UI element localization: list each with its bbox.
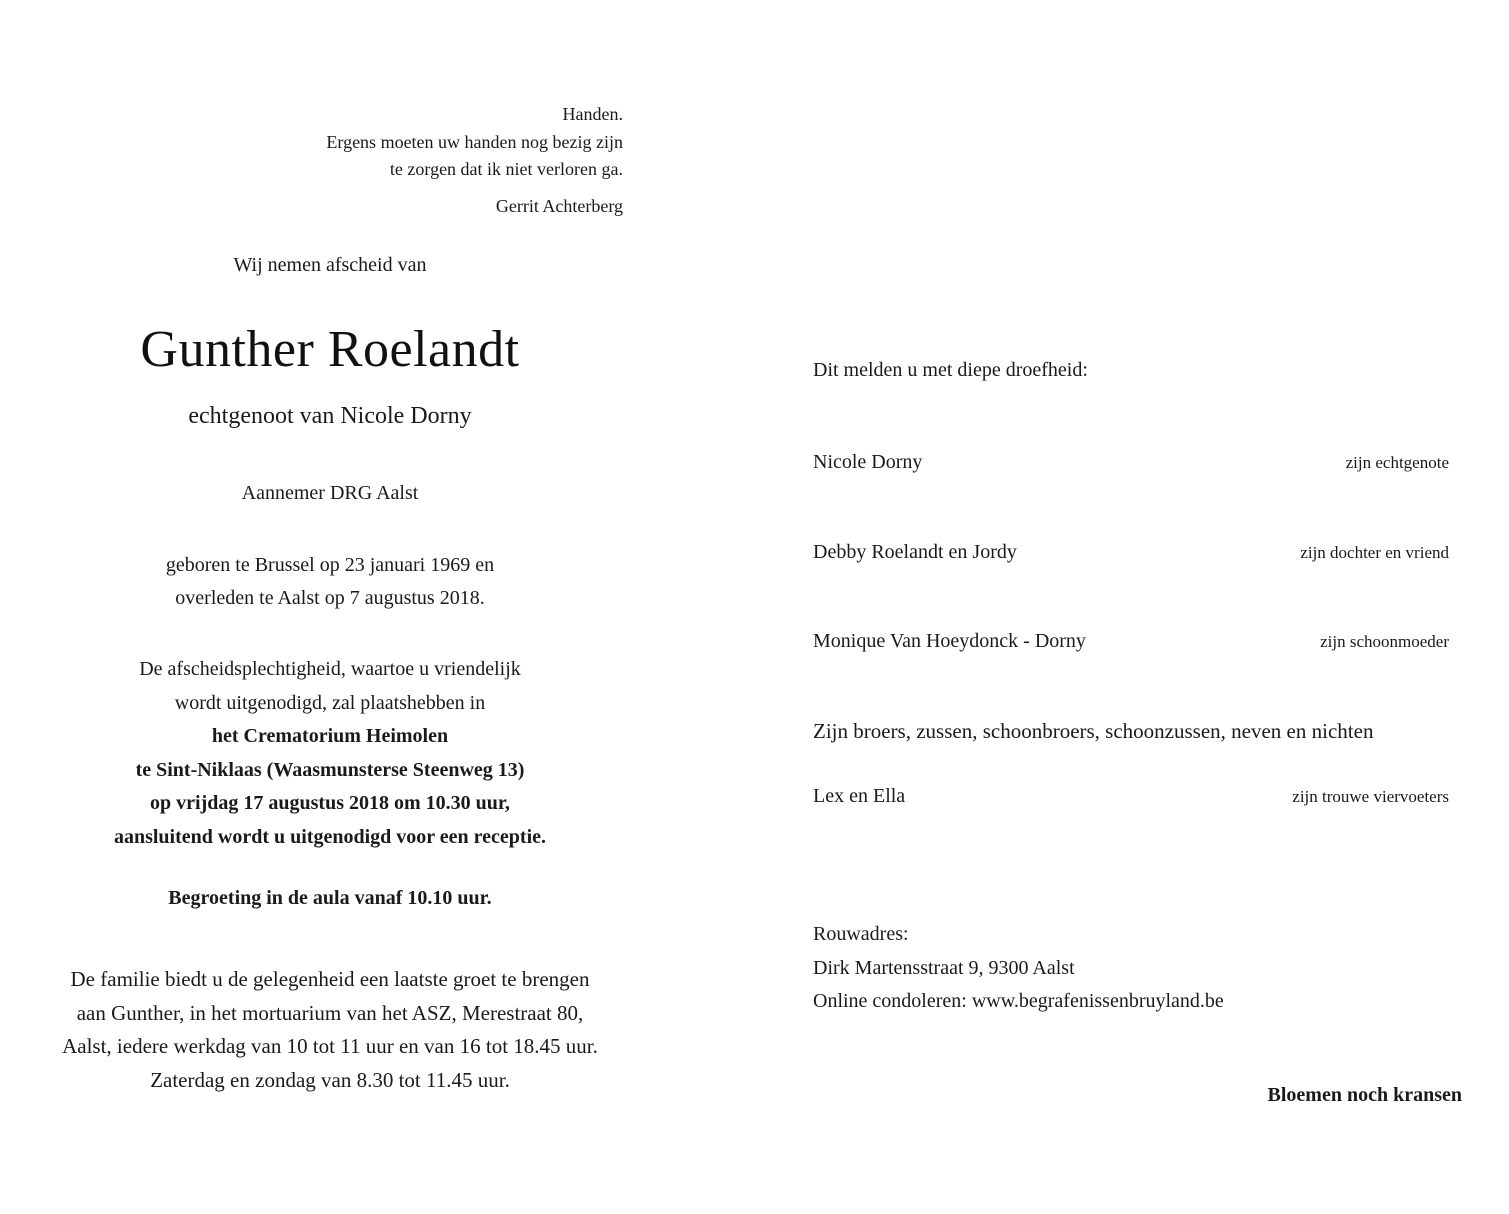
death-line: overleden te Aalst op 7 augustus 2018. bbox=[175, 587, 485, 609]
intro-text: Wij nemen afscheid van bbox=[233, 254, 427, 276]
online-condolences: Online condoleren: www.begrafenissenbruyland.be bbox=[813, 990, 1224, 1012]
ceremony-location: te Sint-Niklaas (Waasmunsterse Steenweg 13) bbox=[135, 758, 525, 781]
visitation-info bbox=[40, 963, 620, 1097]
poem-author: Gerrit Achterberg bbox=[495, 196, 623, 216]
pets-row bbox=[813, 785, 1449, 808]
relative-relation: zijn schoonmoeder bbox=[1320, 632, 1449, 651]
mourning-address-label: Rouwadres: bbox=[813, 923, 909, 945]
poem-line: Handen. bbox=[562, 104, 623, 124]
relative-name: Nicole Dorny bbox=[813, 451, 923, 473]
flowers-note: Bloemen noch kransen bbox=[1267, 1084, 1462, 1106]
occupation: Aannemer DRG Aalst bbox=[241, 482, 419, 504]
poem-line: Ergens moeten uw handen nog bezig zijn bbox=[326, 131, 623, 152]
ceremony-line: wordt uitgenodigd, zal plaatshebben in bbox=[174, 691, 486, 714]
pets-name: Lex en Ella bbox=[813, 785, 906, 807]
visitation-line: aan Gunther, in het mortuarium van het ASZ, Merestraat 80, bbox=[76, 1000, 584, 1025]
birth-line: geboren te Brussel op 23 januari 1969 en bbox=[165, 554, 495, 576]
relative-relation: zijn echtgenote bbox=[1345, 453, 1449, 472]
announcement-heading: Dit melden u met diepe droefheid: bbox=[813, 359, 1088, 381]
mourning-address: Dirk Martensstraat 9, 9300 Aalst bbox=[813, 956, 1075, 979]
poem-line: te zorgen dat ik niet verloren ga. bbox=[389, 159, 623, 179]
deceased-name: Gunther Roelandt bbox=[140, 321, 520, 378]
relative-relation: zijn dochter en vriend bbox=[1300, 543, 1449, 562]
relative-row bbox=[813, 451, 1449, 474]
greeting-time: Begroeting in de aula vanaf 10.10 uur. bbox=[168, 887, 492, 909]
spouse-line: echtgenoot van Nicole Dorny bbox=[188, 403, 472, 429]
ceremony-details bbox=[40, 653, 620, 854]
relative-row bbox=[813, 630, 1449, 653]
contact-info bbox=[813, 918, 1449, 1019]
relative-name: Monique Van Hoeydonck - Dorny bbox=[813, 630, 1086, 652]
poem bbox=[326, 101, 623, 184]
visitation-line: Zaterdag en zondag van 8.30 tot 11.45 uur. bbox=[150, 1067, 510, 1092]
ceremony-line: De afscheidsplechtigheid, waartoe u vriendelijk bbox=[139, 658, 521, 680]
extended-family: Zijn broers, zussen, schoonbroers, schoonzussen, neven en nichten bbox=[813, 719, 1374, 743]
visitation-line: Aalst, iedere werkdag van 10 tot 11 uur en van 16 tot 18.45 uur. bbox=[62, 1034, 598, 1058]
reception-invitation: aansluitend wordt u uitgenodigd voor een receptie. bbox=[113, 825, 547, 848]
pets-relation: zijn trouwe viervoeters bbox=[1292, 787, 1449, 806]
relative-row bbox=[813, 541, 1449, 564]
visitation-line: De familie biedt u de gelegenheid een laatste groet te brengen bbox=[70, 967, 590, 991]
ceremony-venue: het Crematorium Heimolen bbox=[211, 725, 449, 747]
life-dates bbox=[40, 549, 620, 615]
ceremony-datetime: op vrijdag 17 augustus 2018 om 10.30 uur, bbox=[150, 792, 510, 814]
relative-name: Debby Roelandt en Jordy bbox=[813, 541, 1017, 563]
